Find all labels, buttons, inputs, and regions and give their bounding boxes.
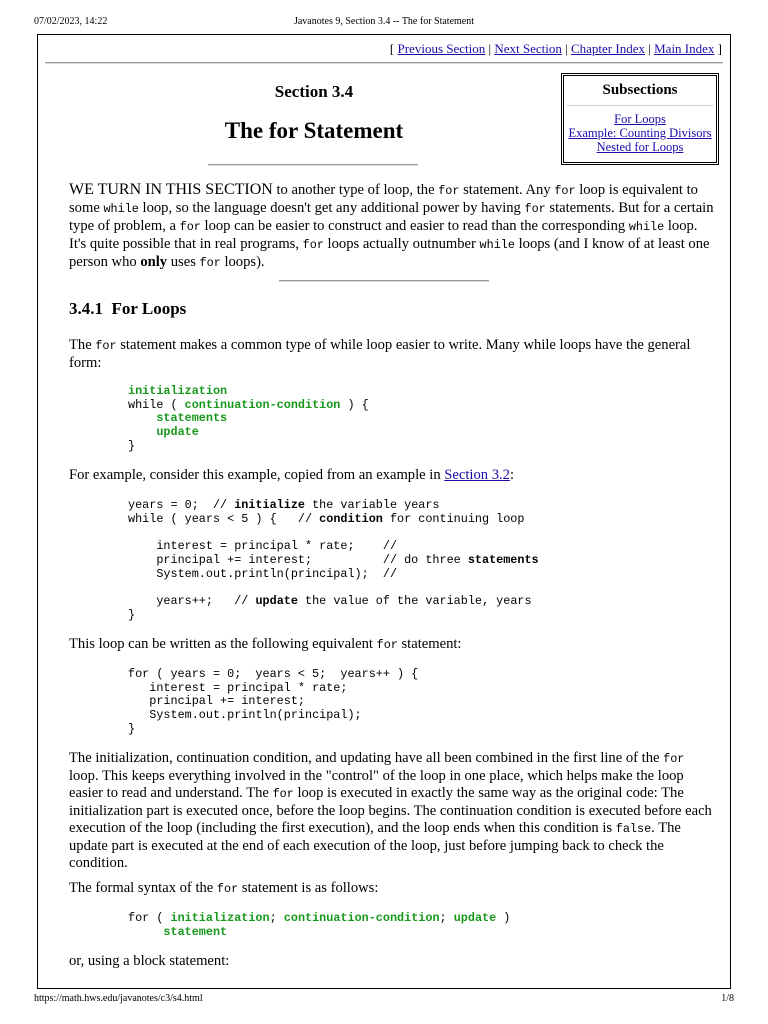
text-run: loop can be easier to construct and easier to read than the corresponding [200, 218, 629, 234]
text-run: loop. It's quite possible that in real programs, [69, 218, 698, 252]
text-run: The formal syntax of the [69, 880, 217, 896]
subsections-divider [567, 105, 713, 106]
code-token: years++; // [156, 593, 256, 608]
bold-text: only [140, 254, 168, 270]
code-token: statements [467, 552, 539, 567]
code-token: ; [269, 911, 284, 925]
subsections-box [561, 73, 719, 165]
subsection-link-for-loops[interactable]: For Loops [614, 112, 666, 126]
text-run: statement. Any [459, 182, 555, 198]
code-token: update [156, 425, 199, 440]
text-run: loop, so the language doesn't get any additional power by having [138, 200, 525, 216]
inline-code: while [103, 202, 139, 216]
code-general-form [128, 385, 369, 454]
code-token: initialization [128, 384, 228, 398]
text-run: For example, consider this example, copied from an example in [69, 467, 445, 483]
top-divider [45, 62, 723, 64]
code-token: continuation-condition [184, 397, 341, 412]
code-token: the variable years [305, 498, 440, 512]
subsection-link-nested-loops[interactable]: Nested for Loops [596, 140, 684, 154]
inline-code: for [272, 787, 294, 801]
text-run: The initialization, continuation condition, and updating have all been combined in the first line of the [69, 750, 664, 766]
code-formal-syntax [128, 912, 510, 939]
intro-paragraph [69, 181, 714, 272]
nav-close-bracket: ] [717, 41, 722, 56]
nav-separator: | [648, 41, 651, 56]
inline-code: while [479, 238, 515, 252]
text-run: This loop can be written as the following equivalent [69, 636, 377, 652]
nav-bar [390, 41, 722, 57]
code-token: } [128, 438, 136, 453]
code-token: the value of the variable, years [297, 593, 532, 608]
inline-code: for [663, 752, 685, 766]
text-run: loop is executed in exactly the same way as the original code: The initialization part is executed once, before the loop begins. The continuation condition is executed before each execution of the loop (including the first execution), and the loop ends when this condition is [69, 785, 712, 836]
code-token: update [255, 593, 298, 608]
code-token: ) { [340, 397, 369, 412]
title-divider [208, 164, 418, 166]
section-divider [279, 280, 489, 282]
code-for-example [128, 668, 418, 737]
equivalent-paragraph [69, 636, 714, 654]
text-run: statements. But for a certain type of problem, a [69, 200, 714, 234]
code-token: years = 0; // [128, 498, 235, 512]
previous-section-link[interactable]: Previous Section [397, 41, 486, 56]
code-token: System.out.println(principal); // [156, 566, 398, 581]
subsection-heading: 3.4.1 For Loops [69, 299, 187, 318]
text-run: statement makes a common type of while loop easier to write. Many while loops have the general form: [69, 337, 691, 371]
code-token: statement [163, 924, 228, 939]
page-title: The for Statement [224, 118, 404, 143]
inline-code: for [376, 638, 398, 652]
page-frame [37, 34, 731, 989]
subsections-title: Subsections [602, 82, 678, 98]
code-token: interest = principal * rate; [149, 680, 348, 695]
inline-code: for [95, 339, 117, 353]
code-token: statements [156, 411, 228, 426]
text-run: . The update part is executed at the end of each execution of the loop, just before jumping back to check the condition. [69, 820, 681, 871]
code-token: condition [319, 511, 383, 526]
code-token: continuation-condition [283, 911, 440, 925]
next-section-link[interactable]: Next Section [494, 41, 562, 56]
block-statement-paragraph: or, using a block statement: [69, 953, 230, 969]
text-run: The [69, 337, 96, 353]
inline-code: for [199, 256, 221, 270]
code-token: interest = principal * rate; // [156, 539, 398, 554]
code-token: for continuing loop [382, 511, 525, 526]
section-3-2-link[interactable]: Section 3.2 [444, 467, 510, 483]
code-token: initialization [170, 911, 270, 925]
inline-code: while [628, 220, 665, 234]
text-run: loop is equivalent to some [69, 182, 698, 216]
text-run: uses [167, 254, 200, 270]
code-token: } [128, 607, 136, 622]
text-run: loops actually outnumber [323, 236, 480, 252]
text-run: loops). [220, 254, 265, 270]
text-run: loops (and I know of at least one person who [69, 236, 710, 270]
print-footer [34, 993, 734, 1007]
code-token: while ( [128, 397, 185, 412]
code-token: initialize [234, 498, 305, 512]
inline-code: for [216, 882, 239, 896]
print-datetime: 07/02/2023, 14:22 [34, 16, 108, 27]
inline-code: for [179, 220, 201, 234]
code-token: while ( years < 5 ) { // [128, 511, 320, 526]
code-token: System.out.println(principal); [149, 708, 362, 723]
code-token: ) [496, 911, 511, 925]
text-run: : [509, 467, 515, 483]
code-token: principal += interest; [149, 694, 305, 709]
nav-open-bracket: [ [389, 41, 395, 56]
code-token: update [453, 911, 497, 925]
section-number: Section 3.4 [274, 82, 354, 101]
text-run: loop. This keeps everything involved in the "control" of the loop in one place, which helps make the loop easier to read and understand. The [69, 768, 684, 801]
intro-lead: WE TURN IN THIS SECTION [69, 181, 273, 198]
text-run: statement is as follows: [238, 880, 379, 896]
inline-code: for [554, 184, 576, 198]
chapter-index-link[interactable]: Chapter Index [570, 41, 645, 56]
print-doc-title: Javanotes 9, Section 3.4 -- The for Statement [293, 16, 475, 27]
print-page-number: 1/8 [721, 993, 734, 1004]
example-paragraph [69, 467, 714, 484]
nav-separator: | [565, 41, 568, 56]
text-run: statement: [397, 636, 462, 652]
inline-code: for [438, 184, 460, 198]
print-header [34, 16, 734, 30]
main-index-link[interactable]: Main Index [654, 41, 715, 56]
inline-code: false [615, 822, 652, 836]
code-token: ; [439, 911, 454, 925]
for-statement-paragraph [69, 337, 714, 372]
nav-separator: | [488, 41, 492, 56]
syntax-paragraph [69, 880, 714, 898]
code-token: principal += interest; // do three [156, 552, 468, 567]
text-run: to another type of loop, the [272, 182, 439, 198]
code-token: for ( [128, 911, 171, 925]
code-while-example [128, 499, 539, 622]
code-token: } [128, 721, 136, 736]
inline-code: for [524, 202, 546, 216]
code-token: for ( years = 0; years < 5; years++ ) { [128, 667, 419, 681]
subsection-link-counting-divisors[interactable]: Example: Counting Divisors [568, 126, 712, 140]
print-url: https://math.hws.edu/javanotes/c3/s4.html [34, 993, 203, 1004]
explanation-paragraph [69, 750, 714, 872]
inline-code: for [302, 238, 324, 252]
